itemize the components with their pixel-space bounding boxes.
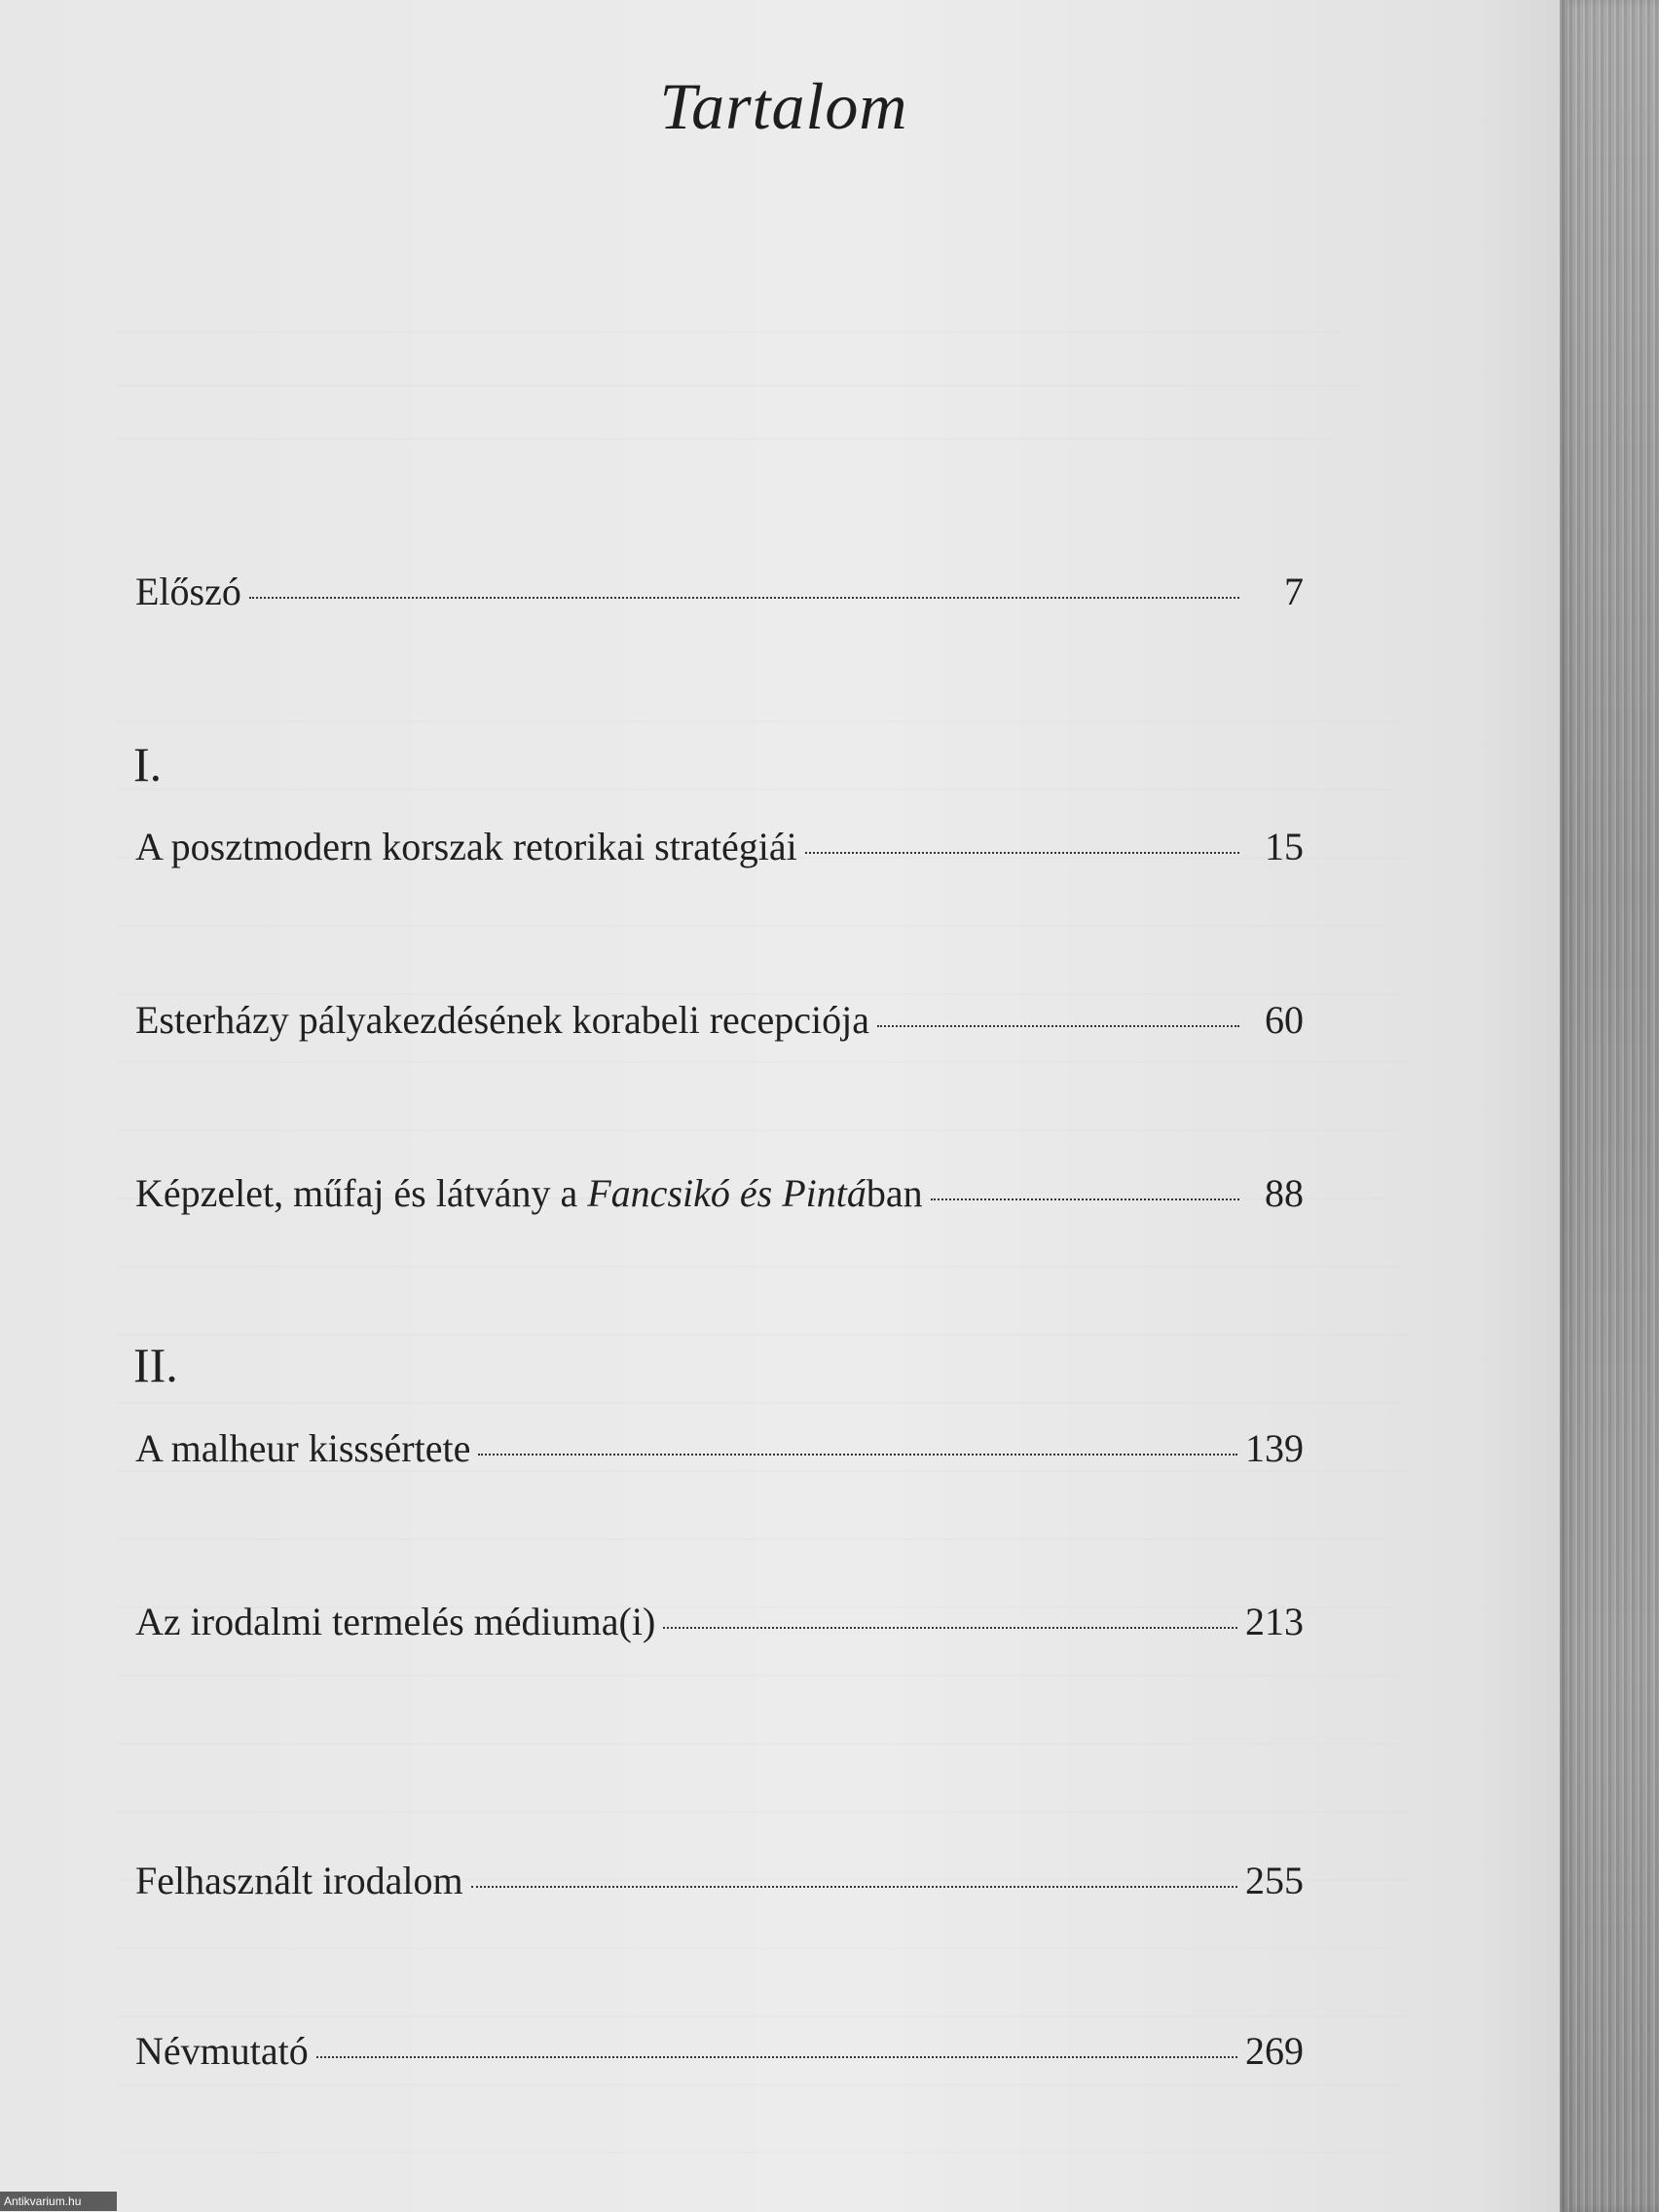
- toc-label-italic: Fancsikó és Pintá: [587, 1171, 866, 1215]
- toc-leader: [805, 852, 1239, 854]
- toc-label: A posztmodern korszak retorikai stratégiái: [135, 825, 797, 868]
- toc-entry-posztmodern: [135, 826, 1304, 868]
- toc-page-number: 139: [1245, 1426, 1304, 1470]
- section-heading-ii: II.: [133, 1338, 178, 1392]
- toc-page-number: 88: [1265, 1171, 1304, 1215]
- toc-leader: [316, 2056, 1237, 2058]
- toc-entry-irodalmi-termeles: [135, 1601, 1304, 1643]
- section-heading-i: I.: [133, 737, 163, 792]
- toc-label-suffix: ban: [866, 1171, 923, 1215]
- watermark-text: Antikvarium.hu: [0, 2192, 117, 2211]
- toc-label: Esterházy pályakezdésének korabeli recepciója: [135, 998, 870, 1042]
- toc-page-number: 15: [1265, 825, 1304, 868]
- toc-leader: [663, 1627, 1237, 1629]
- toc-page-number: 213: [1245, 1600, 1304, 1643]
- page-edge: [1560, 0, 1659, 2212]
- toc-label: Felhasznált irodalom: [135, 1859, 463, 1902]
- toc-label-prefix: Képzelet, műfaj és látvány a: [135, 1171, 588, 1215]
- toc-entry-esterhazy: [135, 999, 1304, 1042]
- toc-page-number: 269: [1245, 2029, 1304, 2073]
- toc-label: Előszó: [135, 570, 241, 613]
- toc-entry-nevmutato: [135, 2030, 1304, 2073]
- toc-entry-eloszo: [135, 571, 1304, 613]
- toc-page-number: 60: [1265, 998, 1304, 1042]
- toc-label: Névmutató: [135, 2029, 309, 2073]
- toc-label: Az irodalmi termelés médiuma(i): [135, 1600, 656, 1643]
- page-title: Tartalom: [659, 69, 908, 143]
- toc-leader: [471, 1886, 1237, 1888]
- toc-page-number: 255: [1245, 1859, 1304, 1902]
- toc-label: A malheur kisssértete: [135, 1426, 471, 1470]
- toc-leader: [931, 1198, 1239, 1200]
- toc-leader: [249, 597, 1239, 599]
- toc-entry-malheur: [135, 1427, 1304, 1470]
- toc-entry-kepzelet: [135, 1172, 1304, 1215]
- toc-page-number: 7: [1284, 570, 1304, 613]
- toc-label: [135, 1172, 923, 1215]
- toc-leader: [478, 1454, 1237, 1456]
- toc-leader: [877, 1025, 1239, 1027]
- toc-entry-felhasznalt-irodalom: [135, 1860, 1304, 1902]
